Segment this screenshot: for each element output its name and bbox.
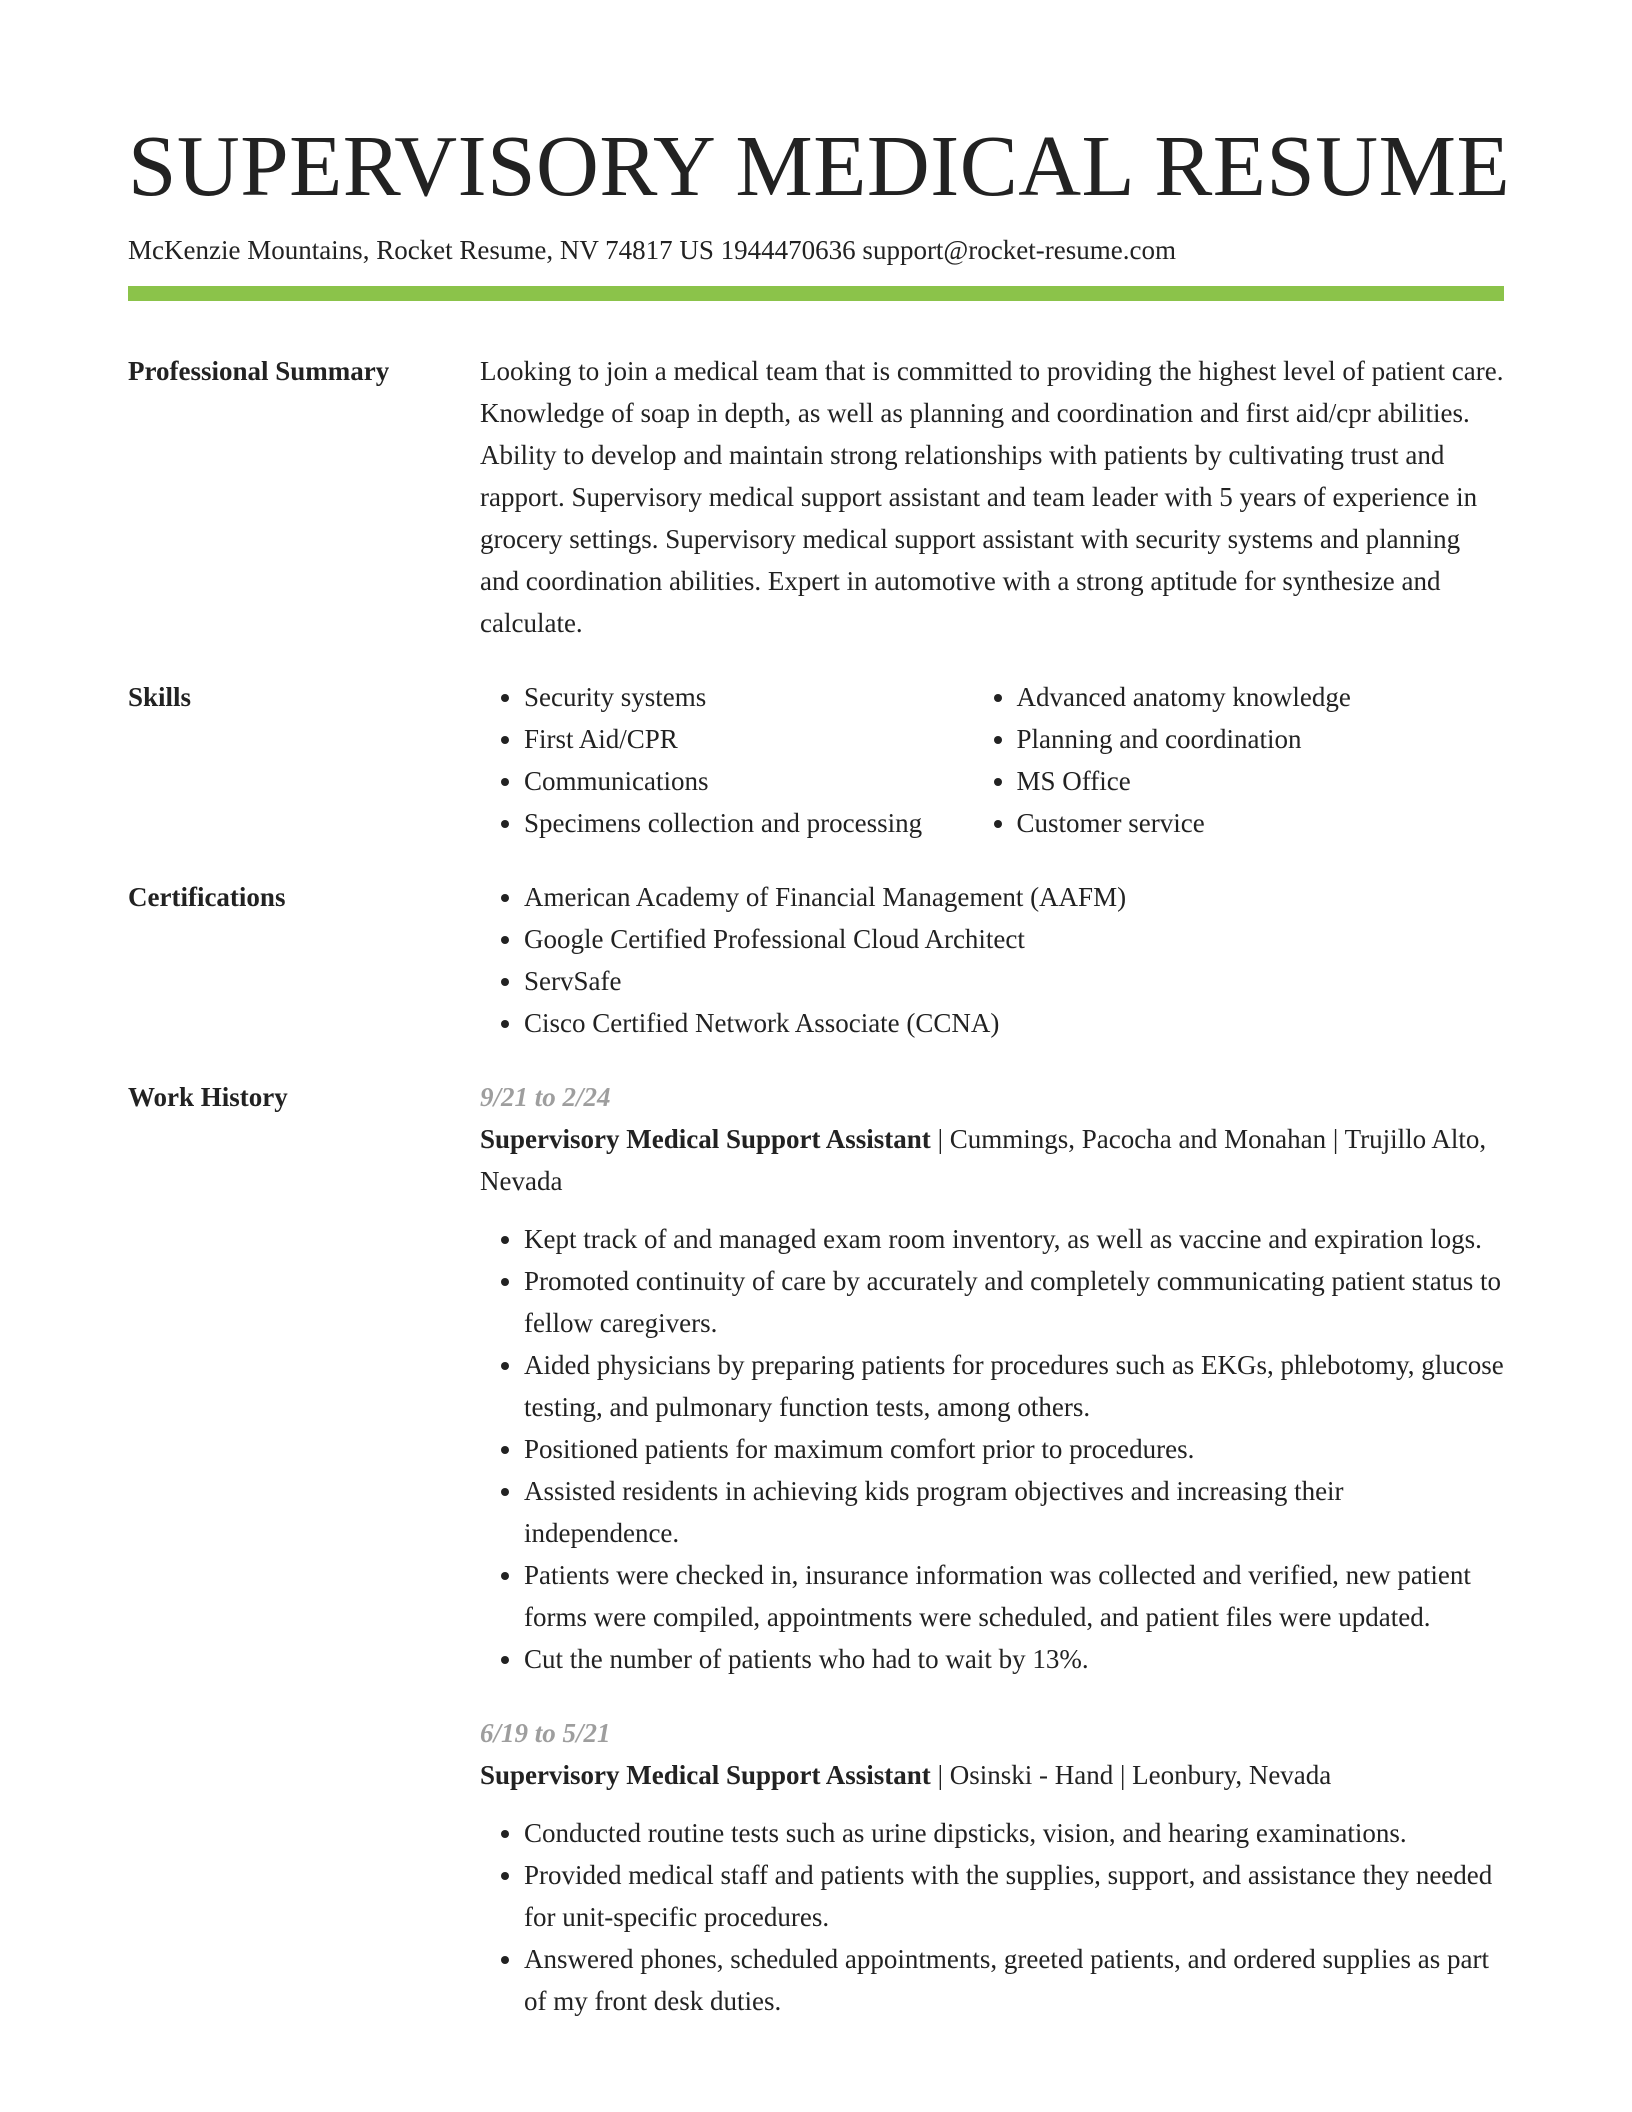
job-bullets bbox=[480, 1812, 1504, 2022]
certification-item: • Cisco Certified Network Associate (CCNA) bbox=[524, 1002, 1504, 1044]
skill-item: • First Aid/CPR bbox=[524, 718, 973, 760]
resume-sections bbox=[128, 350, 1504, 2054]
section-title: Work History bbox=[128, 1082, 288, 1112]
certification-item: • American Academy of Financial Management (AAFM) bbox=[524, 876, 1504, 918]
job-bullet: • Assisted residents in achieving kids program objectives and increasing their independence. bbox=[524, 1470, 1504, 1554]
skill-item: • Specimens collection and processing bbox=[524, 802, 973, 844]
job-bullet: • Provided medical staff and patients with the supplies, support, and assistance they needed for unit-specific procedures. bbox=[524, 1854, 1504, 1938]
job-bullet: • Promoted continuity of care by accurately and completely communicating patient status to fellow caregivers. bbox=[524, 1260, 1504, 1344]
job-dates: 9/21 to 2/24 bbox=[480, 1082, 611, 1112]
skills-grid bbox=[480, 676, 1504, 844]
section-body bbox=[480, 1076, 1504, 2054]
certification-item: • Google Certified Professional Cloud Architect bbox=[524, 918, 1504, 960]
certification-item: • ServSafe bbox=[524, 960, 1504, 1002]
job-bullet: • Positioned patients for maximum comfort prior to procedures. bbox=[524, 1428, 1504, 1470]
skill-item: • Customer service bbox=[1017, 802, 1505, 844]
skills-list-right bbox=[973, 676, 1505, 844]
job-entry bbox=[480, 1076, 1504, 1680]
job-bullet: • Kept track of and managed exam room inventory, as well as vaccine and expiration logs. bbox=[524, 1218, 1504, 1260]
job-heading bbox=[480, 1118, 1504, 1202]
skill-item: • Security systems bbox=[524, 676, 973, 718]
certifications-list bbox=[480, 876, 1504, 1044]
contact-line: McKenzie Mountains, Rocket Resume, NV 74817 US 1944470636 support@rocket-resume.com bbox=[128, 235, 1176, 265]
certifications-section bbox=[128, 876, 1504, 1044]
section-title: Skills bbox=[128, 682, 192, 712]
job-bullet: • Patients were checked in, insurance information was collected and verified, new patient forms were compiled, appointments were scheduled, and patient files were updated. bbox=[524, 1554, 1504, 1638]
skill-item: • Planning and coordination bbox=[1017, 718, 1505, 760]
job-dates: 6/19 to 5/21 bbox=[480, 1718, 611, 1748]
resume-title: SUPERVISORY MEDICAL RESUME bbox=[128, 117, 1511, 214]
job-entry bbox=[480, 1712, 1504, 2022]
skill-item: • Communications bbox=[524, 760, 973, 802]
section-title: Certifications bbox=[128, 882, 286, 912]
job-employer-location: | Osinski - Hand | Leonbury, Nevada bbox=[930, 1760, 1332, 1790]
professional-summary-section bbox=[128, 350, 1504, 644]
job-bullet: • Answered phones, scheduled appointments, greeted patients, and ordered supplies as part of my front desk duties. bbox=[524, 1938, 1504, 2022]
section-body bbox=[480, 876, 1504, 1044]
job-bullet: • Cut the number of patients who had to wait by 13%. bbox=[524, 1638, 1504, 1680]
accent-divider bbox=[128, 286, 1504, 301]
job-bullet: • Conducted routine tests such as urine dipsticks, vision, and hearing examinations. bbox=[524, 1812, 1504, 1854]
section-body bbox=[480, 676, 1504, 844]
section-title: Professional Summary bbox=[128, 356, 390, 386]
summary-text: Looking to join a medical team that is committed to providing the highest level of patient care. Knowledge of soap in depth, as well as planning and coordination and first aid/cpr abilities. Ability to develop and maintain strong relationships with patients by cultivating trust and rapport. Supervisory medical support assistant and team leader with 5 years of experience in grocery settings. Supervisory medical support assistant with security systems and planning and coordination abilities. Expert in automotive with a strong aptitude for synthesize and calculate. bbox=[480, 356, 1504, 638]
job-bullet: • Aided physicians by preparing patients for procedures such as EKGs, phlebotomy, glucose testing, and pulmonary function tests, among others. bbox=[524, 1344, 1504, 1428]
skill-item: • MS Office bbox=[1017, 760, 1505, 802]
skills-list-left bbox=[480, 676, 973, 844]
job-heading bbox=[480, 1754, 1504, 1796]
section-body bbox=[480, 350, 1504, 644]
skills-section bbox=[128, 676, 1504, 844]
job-title: Supervisory Medical Support Assistant bbox=[480, 1760, 931, 1790]
skill-item: • Advanced anatomy knowledge bbox=[1017, 676, 1505, 718]
job-bullets bbox=[480, 1218, 1504, 1680]
work-history-section bbox=[128, 1076, 1504, 2054]
job-title: Supervisory Medical Support Assistant bbox=[480, 1124, 931, 1154]
job-employer-location: | Cummings, Pacocha and Monahan | Trujillo Alto, Nevada bbox=[480, 1124, 1487, 1196]
